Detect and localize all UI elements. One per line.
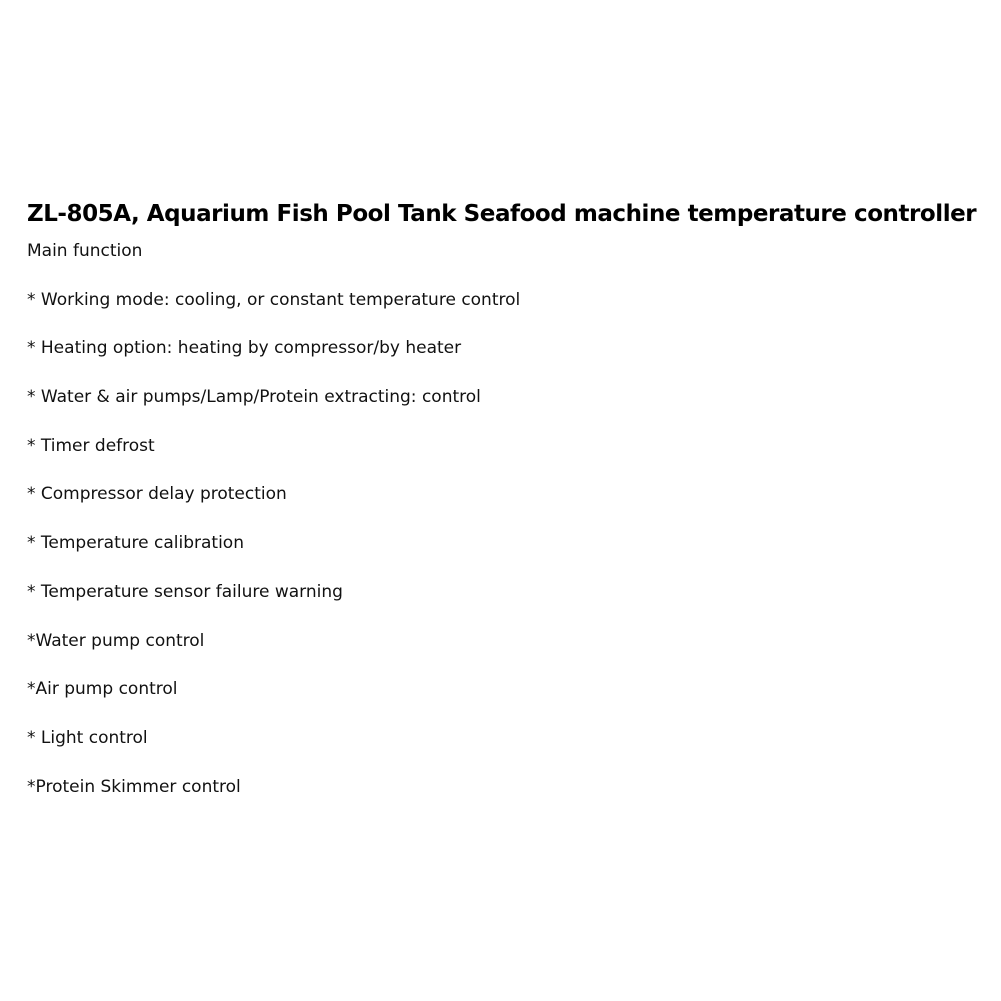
feature-light: * Light control [27, 727, 148, 748]
feature-list [27, 289, 977, 798]
feature-protein-skimmer: *Protein Skimmer control [27, 776, 241, 797]
feature-water-pump: *Water pump control [27, 630, 205, 651]
feature-sensor-failure-warning: * Temperature sensor failure warning [27, 581, 343, 602]
feature-temperature-calibration: * Temperature calibration [27, 533, 244, 554]
feature-timer-defrost: * Timer defrost [27, 435, 155, 456]
feature-compressor-delay: * Compressor delay protection [27, 484, 287, 505]
feature-working-mode: * Working mode: cooling, or constant temperature control [27, 289, 521, 310]
feature-air-pump: *Air pump control [27, 679, 178, 700]
main-function-heading: Main function [27, 241, 143, 261]
feature-heating-option: * Heating option: heating by compressor/by heater [27, 338, 462, 359]
product-description [27, 196, 977, 798]
feature-pumps-lamp-protein: * Water & air pumps/Lamp/Protein extracting: control [27, 387, 481, 408]
product-title: ZL-805A, Aquarium Fish Pool Tank Seafood machine temperature controller [27, 201, 977, 227]
